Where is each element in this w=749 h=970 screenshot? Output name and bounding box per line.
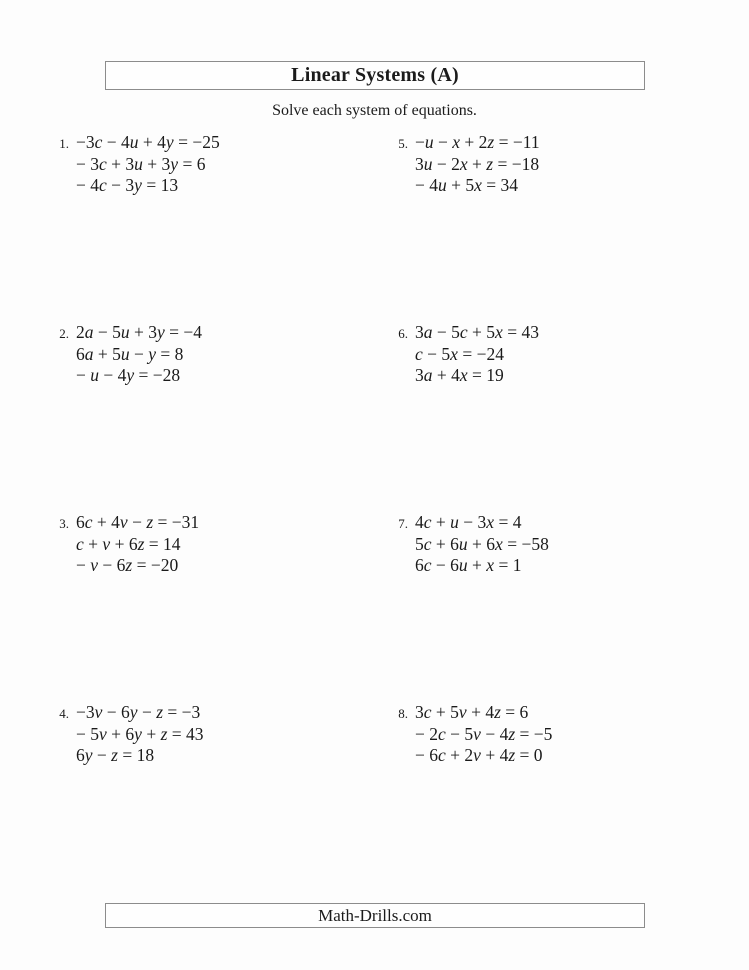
math-variable: x	[495, 533, 503, 554]
equation-line: −3v − 6y − z = −3	[76, 702, 201, 722]
math-variable: u	[458, 555, 468, 575]
math-variable: v	[99, 723, 107, 744]
equation-lines	[76, 322, 202, 387]
math-variable: v	[458, 702, 467, 722]
math-variable: z	[487, 132, 495, 152]
problem-number: 3.	[59, 516, 69, 531]
problem-number: 5.	[398, 136, 408, 151]
math-variable: u	[134, 153, 143, 174]
math-variable: y	[126, 365, 135, 385]
equation-lines	[415, 132, 540, 197]
math-variable: z	[160, 723, 168, 744]
math-variable: x	[486, 512, 495, 532]
equation-line: − 4u + 5x = 34	[415, 175, 519, 195]
math-variable: a	[423, 365, 433, 385]
math-variable: x	[452, 132, 461, 152]
math-variable: z	[111, 745, 118, 765]
math-variable: z	[494, 702, 501, 722]
math-variable: c	[415, 343, 423, 364]
equation-line: 3a − 5c + 5x = 43	[415, 322, 539, 342]
problem-number: 8.	[398, 706, 408, 721]
equation-line: − v − 6z = −20	[76, 555, 179, 575]
equation-lines	[76, 512, 199, 577]
math-variable: z	[508, 745, 516, 765]
equation-line: 3u − 2x + z = −18	[415, 153, 540, 174]
math-variable: v	[94, 702, 103, 722]
math-variable: z	[125, 555, 133, 575]
problem-number: 7.	[398, 516, 408, 531]
problem-item	[55, 512, 199, 577]
equation-line: 5c + 6u + 6x = −58	[415, 533, 549, 554]
footer-brand: Math-Drills.com	[318, 905, 432, 925]
math-variable: x	[459, 365, 468, 385]
problem-item	[55, 132, 220, 197]
problem-number: 6.	[398, 326, 408, 341]
equation-lines	[415, 702, 552, 767]
math-variable: z	[146, 512, 154, 532]
equation-lines	[76, 132, 220, 197]
equation-lines	[76, 702, 204, 767]
math-variable: u	[458, 533, 468, 554]
math-variable: y	[129, 702, 138, 722]
problem-item	[394, 322, 539, 387]
math-variable: y	[134, 175, 142, 195]
math-variable: u	[120, 322, 130, 342]
math-variable: u	[450, 512, 459, 532]
equation-line: − 2c − 5v − 4z = −5	[415, 723, 553, 744]
equation-lines	[415, 512, 549, 577]
equation-line: 6a + 5u − y = 8	[76, 343, 184, 364]
math-variable: u	[129, 132, 139, 152]
math-variable: u	[423, 153, 433, 174]
math-variable: y	[157, 322, 165, 342]
equation-line: − 3c + 3u + 3y = 6	[76, 153, 206, 174]
page-title: Linear Systems (A)	[291, 64, 459, 86]
equation-line: − 6c + 2v + 4z = 0	[415, 745, 543, 765]
footer-box	[105, 903, 645, 928]
math-variable: c	[76, 533, 84, 554]
math-variable: x	[450, 343, 458, 364]
math-variable: u	[438, 175, 447, 195]
math-variable: a	[84, 322, 94, 342]
equation-line: − u − 4y = −28	[76, 365, 181, 385]
math-variable: c	[99, 153, 107, 174]
math-variable: u	[424, 132, 434, 152]
equation-line: − 5v + 6y + z = 43	[76, 723, 204, 744]
problem-number: 2.	[59, 326, 69, 341]
math-variable: c	[99, 175, 107, 195]
math-variable: a	[84, 343, 94, 364]
equation-line: 3c + 5v + 4z = 6	[415, 702, 529, 722]
math-variable: y	[84, 745, 93, 765]
math-variable: v	[473, 723, 481, 744]
math-variable: c	[423, 702, 432, 722]
equation-line: c + v + 6z = 14	[76, 533, 181, 554]
math-variable: v	[473, 745, 481, 765]
equation-line: 3a + 4x = 19	[415, 365, 504, 385]
math-variable: y	[165, 132, 174, 152]
math-variable: x	[495, 322, 503, 342]
problem-number: 1.	[59, 136, 69, 151]
math-variable: y	[170, 153, 179, 174]
equation-line: 6y − z = 18	[76, 745, 155, 765]
equation-line: 4c + u − 3x = 4	[415, 512, 522, 532]
math-variable: v	[102, 533, 111, 554]
math-variable: c	[94, 132, 103, 152]
math-variable: z	[486, 153, 494, 174]
math-variable: c	[459, 322, 468, 342]
math-variable: x	[474, 175, 482, 195]
equation-line: 2a − 5u + 3y = −4	[76, 322, 203, 342]
math-variable: y	[148, 343, 157, 364]
problem-item	[394, 512, 549, 577]
math-variable: c	[438, 745, 446, 765]
math-variable: z	[137, 533, 145, 554]
math-variable: a	[423, 322, 433, 342]
math-variable: u	[90, 365, 99, 385]
problem-number: 4.	[59, 706, 69, 721]
problem-item	[394, 702, 552, 767]
math-variable: z	[508, 723, 516, 744]
equation-line: −3c − 4u + 4y = −25	[76, 132, 220, 152]
problem-item	[394, 132, 540, 197]
math-variable: c	[438, 723, 446, 744]
math-variable: c	[84, 512, 93, 532]
problem-item	[55, 702, 204, 767]
math-variable: v	[119, 512, 128, 532]
math-variable: v	[90, 555, 99, 575]
math-variable: z	[156, 702, 163, 722]
math-variable: y	[134, 723, 142, 744]
instruction-text: Solve each system of equations.	[272, 102, 477, 119]
problem-item	[55, 322, 202, 387]
equation-line: − 4c − 3y = 13	[76, 175, 179, 195]
math-variable: c	[423, 555, 432, 575]
math-variable: u	[120, 343, 130, 364]
equation-lines	[415, 322, 539, 387]
equation-line: 6c − 6u + x = 1	[415, 555, 522, 575]
equation-line: −u − x + 2z = −11	[415, 132, 540, 152]
equation-line: c − 5x = −24	[415, 343, 504, 364]
equation-line: 6c + 4v − z = −31	[76, 512, 200, 532]
math-variable: c	[423, 533, 432, 554]
math-variable: x	[459, 153, 468, 174]
math-variable: x	[486, 555, 495, 575]
math-variable: c	[423, 512, 432, 532]
